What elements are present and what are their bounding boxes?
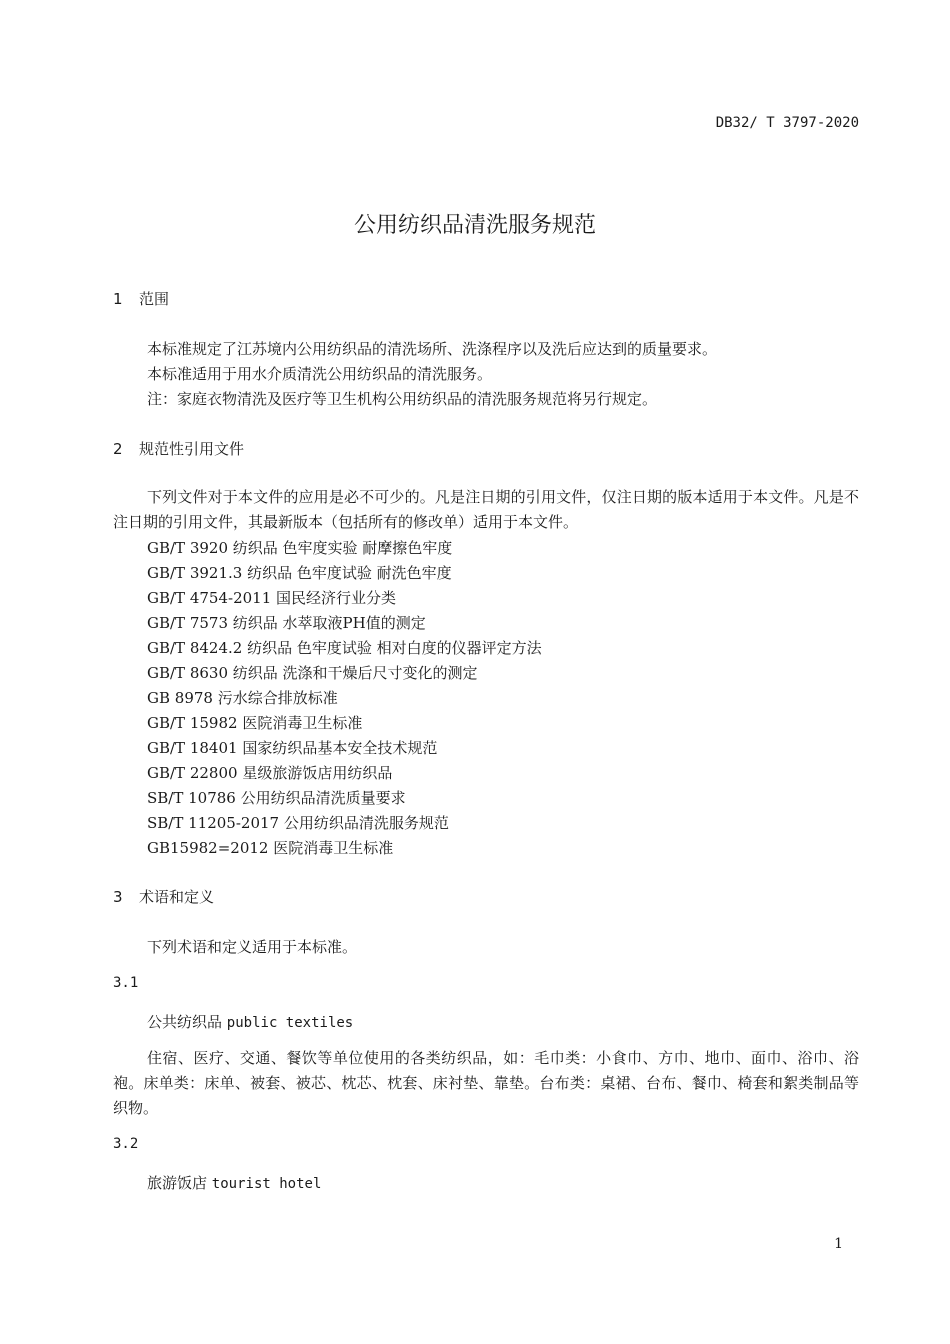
standard-code: DB32/ T 3797-2020 <box>715 115 859 131</box>
reference-item: GB/T 3921.3 纺织品 色牢度试验 耐洗色牢度 <box>147 564 452 582</box>
note-paragraph: 注：家庭衣物清洗及医疗等卫生机构公用纺织品的清洗服务规范将另行规定。 <box>147 390 658 408</box>
reference-item: GB/T 15982 医院消毒卫生标准 <box>147 714 363 732</box>
document-title: 公用纺织品清洗服务规范 <box>353 213 596 238</box>
term-name-en: public textiles <box>226 1015 354 1031</box>
paragraph: 本标准适用于用水介质清洗公用纺织品的清洗服务。 <box>147 365 493 383</box>
reference-item: SB/T 11205-2017 公用纺织品清洗服务规范 <box>147 814 449 832</box>
reference-item: SB/T 10786 公用纺织品清洗质量要求 <box>147 789 406 807</box>
section-number: 2 <box>113 440 123 458</box>
term-heading <box>147 1172 321 1193</box>
section-title: 规范性引用文件 <box>139 440 245 458</box>
section-title: 术语和定义 <box>139 888 215 906</box>
term-number: 3.2 <box>113 1136 139 1152</box>
term-definition: 住宿、医疗、交通、餐饮等单位使用的各类纺织品，如：毛巾类：小食巾、方巾、地巾、面巾、浴巾、浴袍。床单类：床单、被套、被芯、枕芯、枕套、床衬垫、靠垫。台布类：桌裙、台布、餐巾、椅套和絮类制品等织物。 <box>113 1049 859 1117</box>
intro-paragraph: 下列文件对于本文件的应用是必不可少的。凡是注日期的引用文件，仅注日期的版本适用于本文件。凡是不注日期的引用文件，其最新版本（包括所有的修改单）适用于本文件。 <box>113 488 859 531</box>
reference-item: GB/T 3920 纺织品 色牢度实验 耐摩擦色牢度 <box>147 539 453 557</box>
reference-item: GB/T 4754-2011 国民经济行业分类 <box>147 589 397 607</box>
reference-item: GB/T 18401 国家纺织品基本安全技术规范 <box>147 739 438 757</box>
section-2-heading <box>113 438 244 459</box>
section-3-heading <box>113 886 214 907</box>
reference-item: GB/T 22800 星级旅游饭店用纺织品 <box>147 764 393 782</box>
reference-item: GB/T 8424.2 纺织品 色牢度试验 相对白度的仪器评定方法 <box>147 639 542 657</box>
paragraph: 下列术语和定义适用于本标准。 <box>147 938 358 956</box>
term-name-en: tourist hotel <box>211 1176 322 1192</box>
section-title: 范围 <box>139 290 170 308</box>
section-1-heading <box>113 288 169 309</box>
term-name-cn: 公共纺织品 <box>147 1013 223 1031</box>
reference-item: GB15982=2012 医院消毒卫生标准 <box>147 839 394 857</box>
reference-item: GB/T 8630 纺织品 洗涤和干燥后尺寸变化的测定 <box>147 664 478 682</box>
section-number: 3 <box>113 888 123 906</box>
paragraph: 本标准规定了江苏境内公用纺织品的清洗场所、洗涤程序以及洗后应达到的质量要求。 <box>147 340 718 358</box>
section-number: 1 <box>113 290 123 308</box>
term-heading <box>147 1011 353 1032</box>
term-name-cn: 旅游饭店 <box>147 1174 208 1192</box>
reference-item: GB/T 7573 纺织品 水萃取液PH值的测定 <box>147 614 426 632</box>
page-number: 1 <box>834 1236 843 1252</box>
reference-item: GB 8978 污水综合排放标准 <box>147 689 338 707</box>
term-number: 3.1 <box>113 975 139 991</box>
